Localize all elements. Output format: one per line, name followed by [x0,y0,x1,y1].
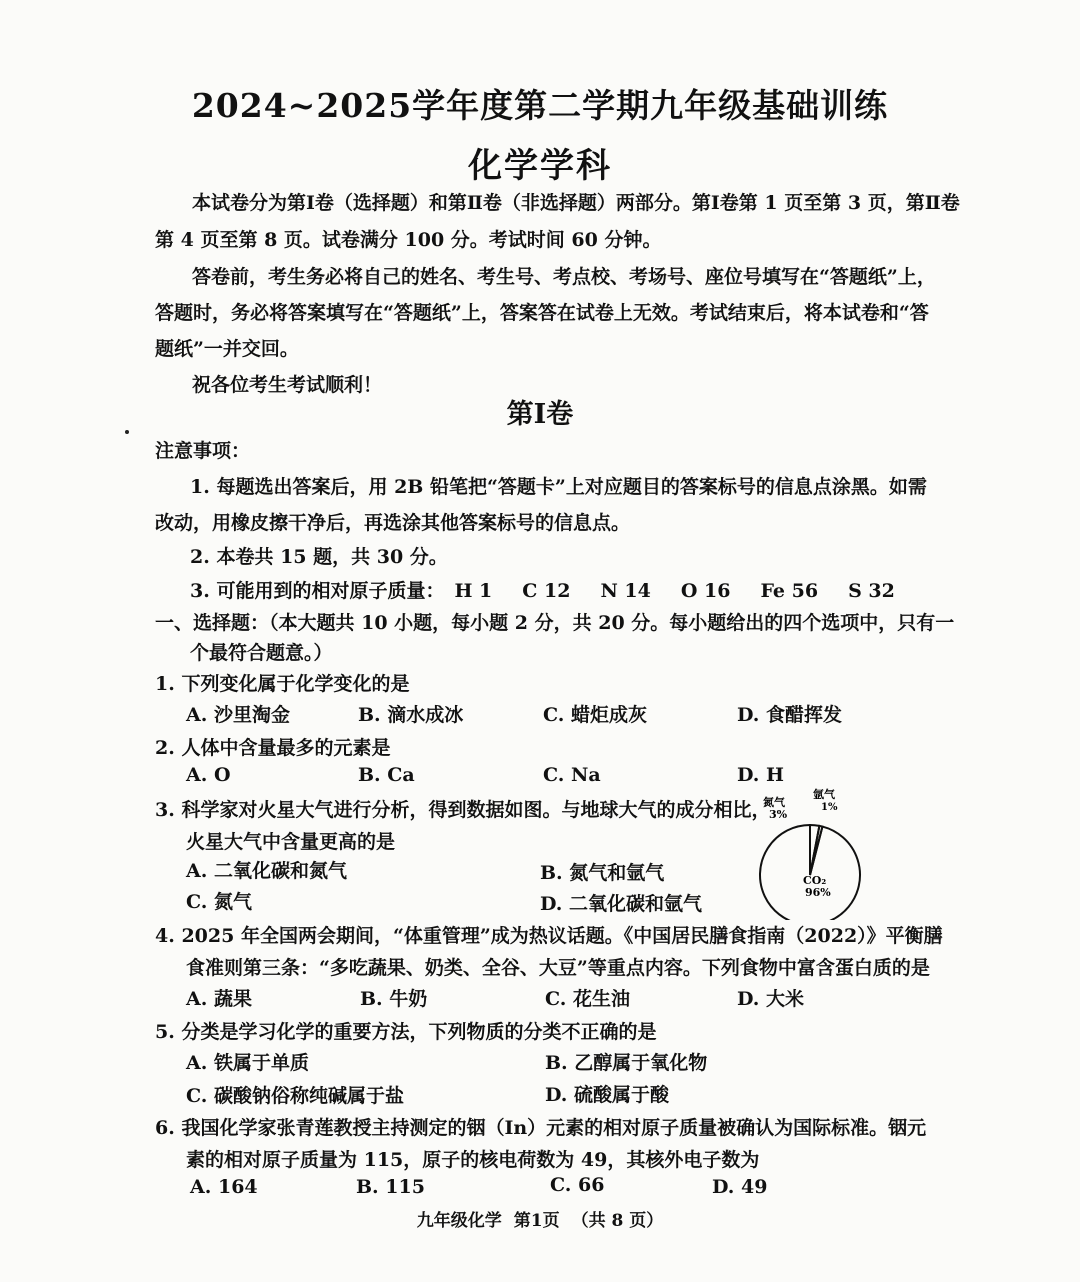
option-c: C. 碳酸钠俗称纯碱属于盐 [186,1085,405,1107]
footer-total: （共 8 页） [571,1211,664,1231]
option-b: B. 氮气和氩气 [540,862,665,884]
question-stem-cont: 素的相对原子质量为 115，原子的核电荷数为 49，其核外电子数为 [186,1149,760,1171]
option-d: D. 二氧化碳和氩气 [540,893,703,915]
question-stem-cont: 食准则第三条：“多吃蔬果、奶类、全谷、大豆”等重点内容。下列食物中富含蛋白质的是 [186,957,930,979]
option-b: B. 乙醇属于氧化物 [545,1052,708,1074]
option-c: C. Na [543,764,601,786]
section-title: 第Ⅰ卷 [506,399,574,430]
option-a: A. 沙里淘金 [186,704,290,726]
part-heading-cont: 个最符合题意。） [190,642,333,664]
atomic-mass: N 14 [600,580,651,602]
footer-page: 第1页 [513,1211,560,1231]
option-b: B. 滴水成冰 [358,704,464,726]
note-1-cont: 改动，用橡皮擦干净后，再选涂其他答案标号的信息点。 [155,512,631,534]
option-b: B. Ca [358,764,415,786]
slice-value-ar: 1% [821,802,838,813]
atomic-mass: Fe 56 [760,580,819,602]
option-d: D. 49 [712,1176,768,1198]
option-c: C. 氮气 [186,891,253,913]
slice-label-ar: 氩气 [813,788,835,801]
slice-label-n2: 氮气 [763,796,785,809]
pie-slices [760,825,860,920]
good-luck-line: 祝各位考生考试顺利！ [192,374,383,396]
footer-subject: 九年级化学 [416,1211,502,1231]
atomic-mass: O 16 [680,580,731,602]
atomic-mass: H 1 [454,580,493,602]
slice-label-co2: CO₂ [803,874,827,887]
option-a: A. 铁属于单质 [186,1052,309,1074]
option-a: A. 164 [190,1176,258,1198]
slice-value-co2: 96% [805,886,831,899]
option-b: B. 115 [356,1176,425,1198]
exam-title: 2024~2025学年度第二学期九年级基础训练 [191,86,889,125]
option-c: C. 蜡炬成灰 [543,704,648,726]
option-a: A. O [186,764,231,786]
mars-atmosphere-pie-chart [745,780,875,920]
intro-line: 第 4 页至第 8 页。试卷满分 100 分。考试时间 60 分钟。 [155,229,662,251]
part-heading: 一、选择题：（本大题共 10 小题，每小题 2 分，共 20 分。每小题给出的四个选项中，只有一 [155,612,955,634]
question-stem: 1. 下列变化属于化学变化的是 [155,673,410,695]
question-stem-cont: 火星大气中含量更高的是 [186,831,396,853]
option-c: C. 66 [550,1174,605,1196]
page-footer [0,1206,1080,1231]
intro-line: 本试卷分为第Ⅰ卷（选择题）和第Ⅱ卷（非选择题）两部分。第Ⅰ卷第 1 页至第 3 页，第Ⅱ卷 [192,192,960,214]
intro-line: 答卷前，考生务必将自己的姓名、考生号、考点校、考场号、座位号填写在“答题纸”上， [192,266,936,288]
notes-heading: 注意事项： [155,440,251,462]
intro-line: 题纸”一并交回。 [155,338,299,360]
question-stem: 5. 分类是学习化学的重要方法，下列物质的分类不正确的是 [155,1021,657,1043]
option-d: D. 食醋挥发 [737,704,843,726]
option-d: D. 大米 [737,988,805,1010]
speck [125,430,129,434]
option-b: B. 牛奶 [360,988,428,1010]
option-a: A. 二氧化碳和氮气 [186,860,347,882]
note-2: 2. 本卷共 15 题，共 30 分。 [190,546,448,568]
atomic-mass: C 12 [522,580,571,602]
slice-value-n2: 3% [769,808,788,821]
question-stem: 6. 我国化学家张青莲教授主持测定的铟（In）元素的相对原子质量被确认为国际标准。铟元 [155,1117,927,1139]
option-a: A. 蔬果 [186,988,252,1010]
subject-title: 化学学科 [468,146,612,186]
question-stem: 4. 2025 年全国两会期间，“体重管理”成为热议话题。《中国居民膳食指南（2022）》平衡膳 [155,925,943,947]
pie-slice-ar [810,826,822,875]
option-d: D. 硫酸属于酸 [545,1084,670,1106]
question-stem: 2. 人体中含量最多的元素是 [155,737,391,759]
question-stem: 3. 科学家对火星大气进行分析，得到数据如图。与地球大气的成分相比， [155,799,771,821]
intro-line: 答题时，务必将答案填写在“答题纸”上，答案答在试卷上无效。考试结束后，将本试卷和“答 [155,302,929,324]
note-3-label: 3. 可能用到的相对原子质量： [190,580,445,602]
note-1: 1. 每题选出答案后，用 2B 铅笔把“答题卡”上对应题目的答案标号的信息点涂黑。如需 [190,476,927,498]
option-c: C. 花生油 [545,988,631,1010]
option-d: D. H [737,764,784,786]
atomic-mass: S 32 [848,580,895,602]
